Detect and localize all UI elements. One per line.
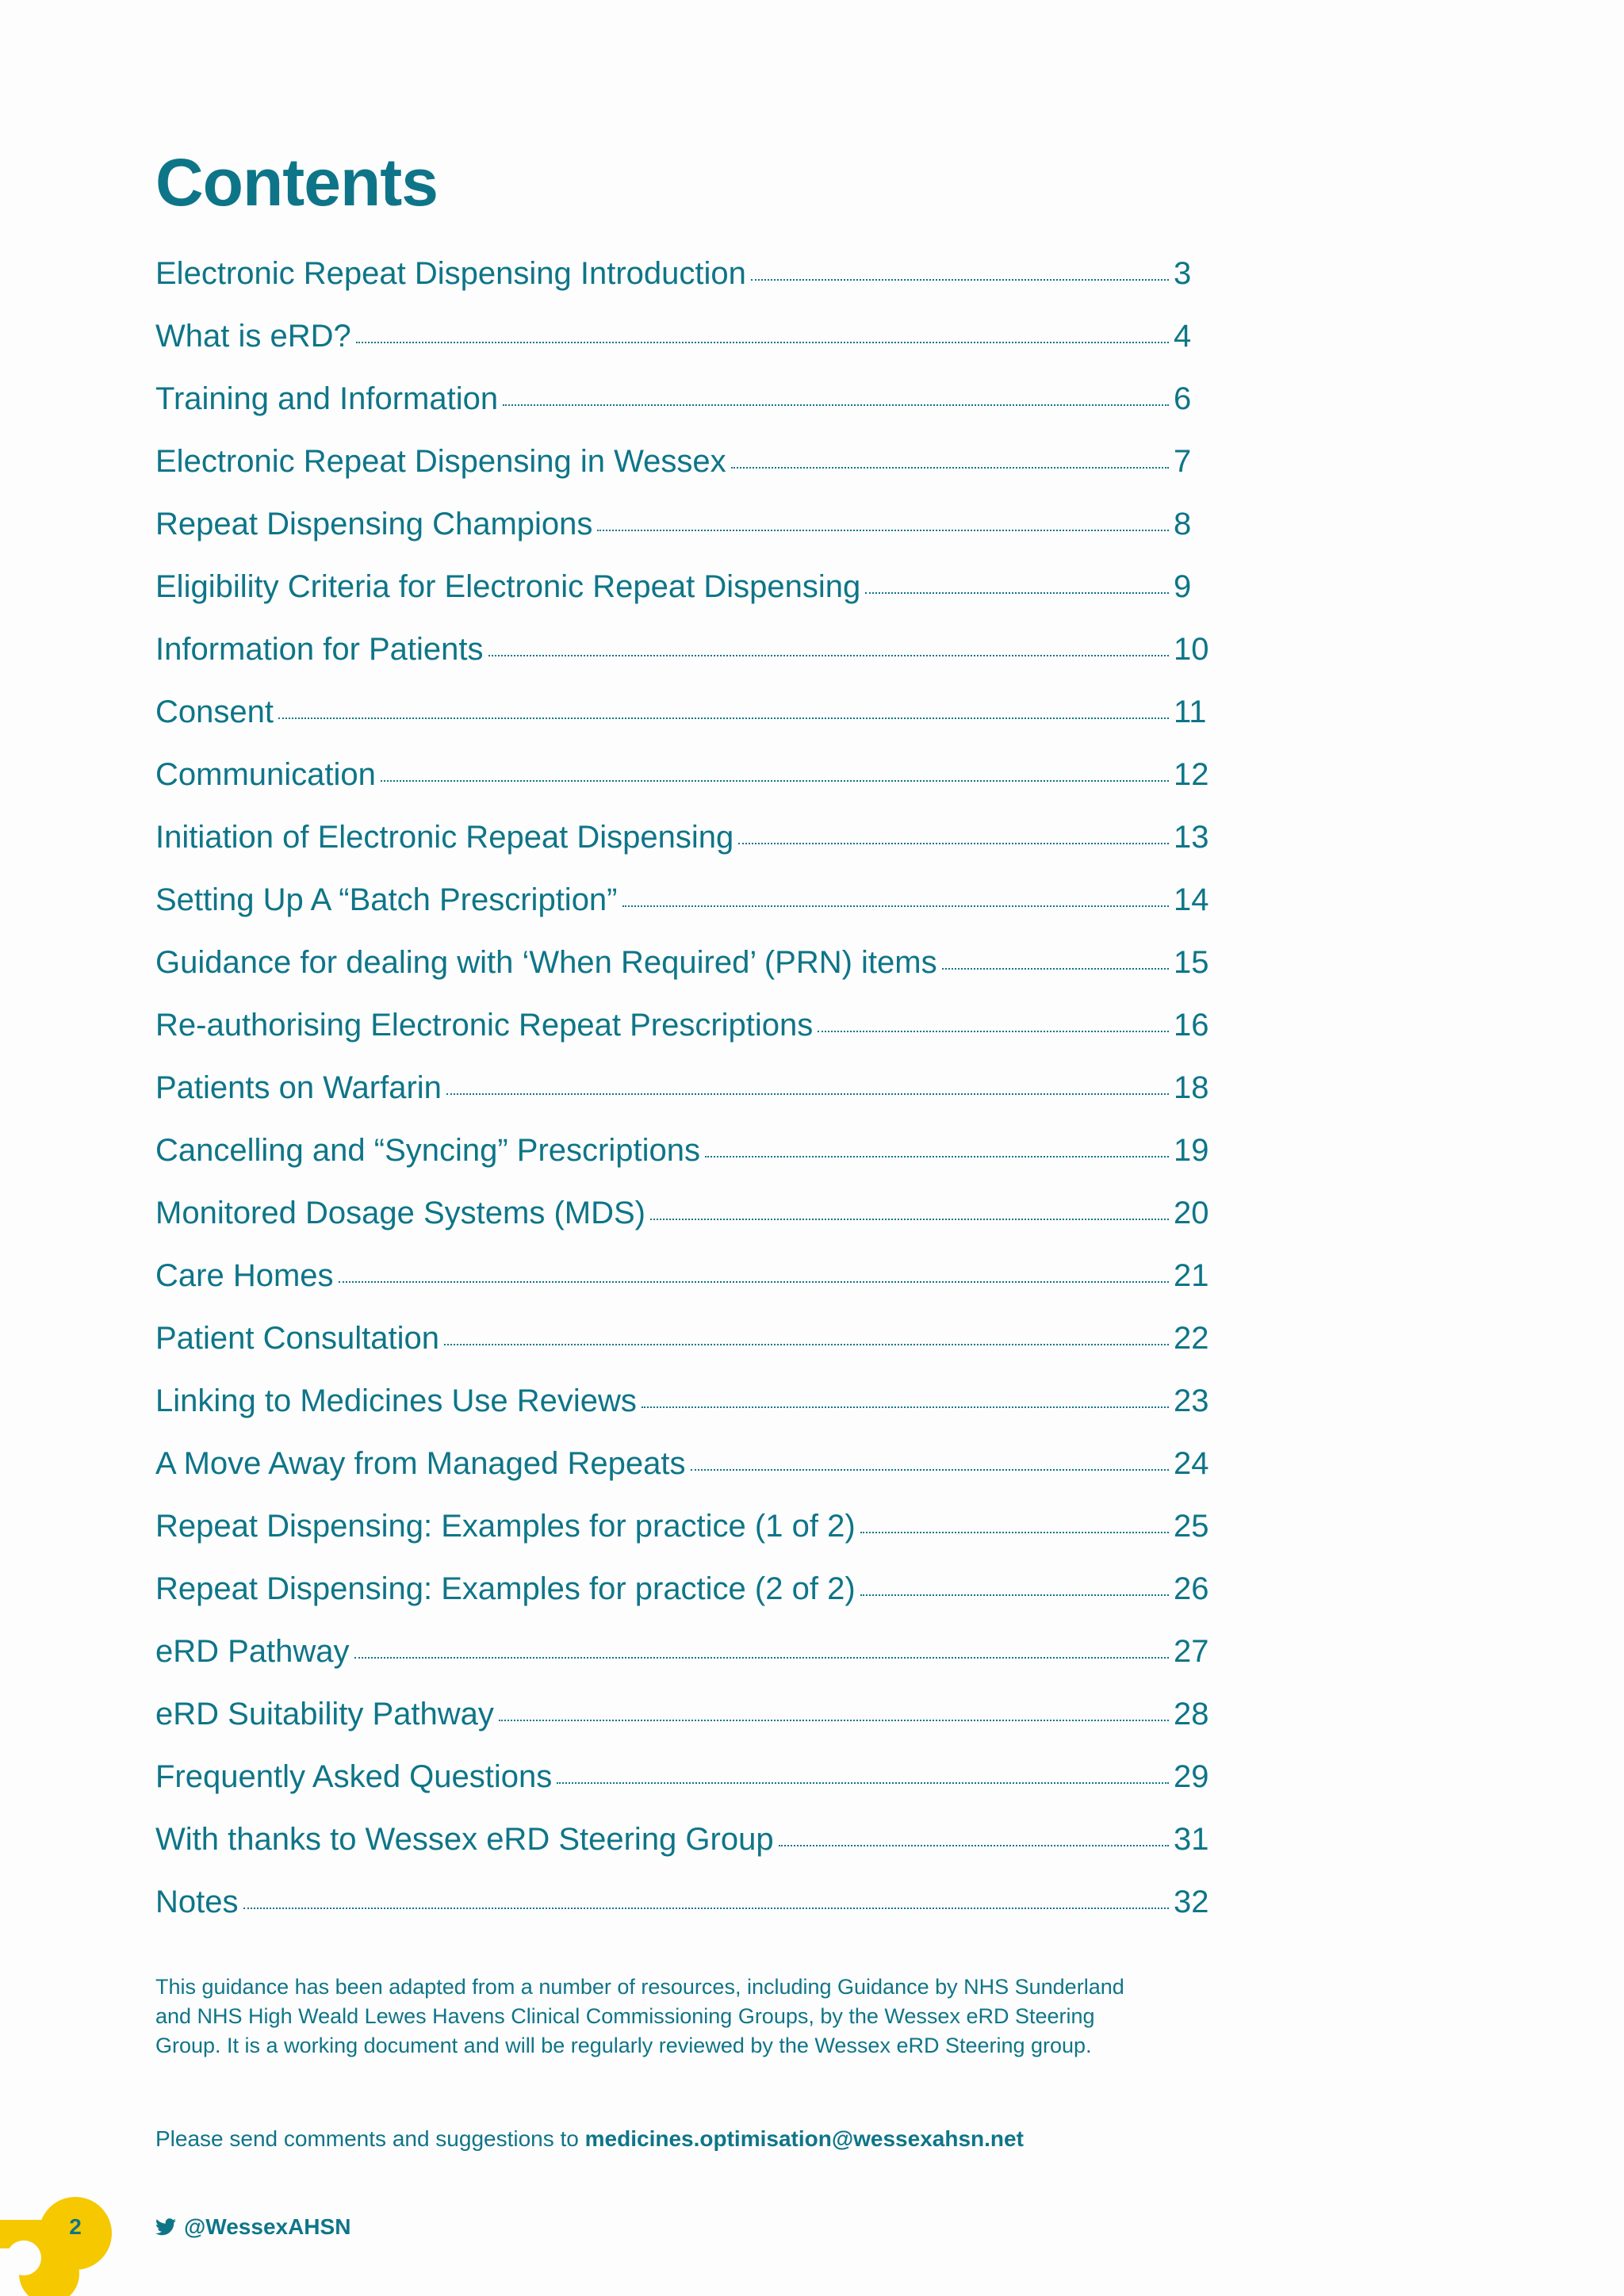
toc-dot-leader xyxy=(860,1594,1169,1596)
toc-entry-page-number: 21 xyxy=(1174,1258,1209,1293)
toc-entry[interactable] xyxy=(155,313,1218,376)
toc-entry[interactable] xyxy=(155,1628,1218,1691)
toc-dot-leader xyxy=(243,1908,1170,1909)
toc-entry[interactable] xyxy=(155,1127,1218,1190)
toc-entry[interactable] xyxy=(155,1503,1218,1566)
toc-dot-leader xyxy=(503,404,1169,406)
toc-entry[interactable] xyxy=(155,501,1218,564)
toc-dot-leader xyxy=(339,1281,1169,1283)
toc-entry[interactable] xyxy=(155,939,1218,1002)
toc-entry[interactable] xyxy=(155,1566,1218,1628)
contact-email-link[interactable]: medicines.optimisation@wessexahsn.net xyxy=(584,2126,1024,2151)
toc-entry[interactable] xyxy=(155,1190,1218,1253)
twitter-handle-link[interactable] xyxy=(155,2213,350,2241)
toc-entry-title: Repeat Dispensing Champions xyxy=(155,507,593,541)
toc-dot-leader xyxy=(642,1406,1169,1408)
toc-dot-leader xyxy=(444,1344,1169,1345)
contact-text: Please send comments and suggestions to xyxy=(155,2126,579,2151)
toc-entry[interactable] xyxy=(155,814,1218,877)
toc-entry[interactable] xyxy=(155,877,1218,939)
toc-entry[interactable] xyxy=(155,251,1218,313)
toc-dot-leader xyxy=(488,655,1169,656)
toc-dot-leader xyxy=(354,1657,1169,1659)
page-title: Contents xyxy=(155,145,438,220)
toc-entry-page-number: 28 xyxy=(1174,1697,1209,1732)
toc-entry-page-number: 31 xyxy=(1174,1822,1209,1857)
toc-entry-title: Repeat Dispensing: Examples for practice (2 of 2) xyxy=(155,1571,856,1606)
toc-entry-page-number: 24 xyxy=(1174,1446,1209,1481)
toc-entry[interactable] xyxy=(155,564,1218,626)
toc-entry-title: Cancelling and “Syncing” Prescriptions xyxy=(155,1133,700,1168)
toc-entry-page-number: 14 xyxy=(1174,882,1209,917)
toc-entry-title: Eligibility Criteria for Electronic Repeat Dispensing xyxy=(155,569,861,604)
toc-entry-title: Patient Consultation xyxy=(155,1321,440,1356)
toc-entry-title: Notes xyxy=(155,1885,239,1919)
toc-entry-page-number: 23 xyxy=(1174,1383,1209,1418)
toc-entry[interactable] xyxy=(155,1253,1218,1315)
toc-dot-leader xyxy=(557,1782,1169,1784)
toc-dot-leader xyxy=(499,1720,1169,1721)
toc-entry-page-number: 7 xyxy=(1174,444,1192,479)
toc-entry-title: eRD Pathway xyxy=(155,1634,350,1669)
toc-entry[interactable] xyxy=(155,1378,1218,1441)
toc-dot-leader xyxy=(597,530,1169,531)
toc-entry-page-number: 19 xyxy=(1174,1133,1209,1168)
toc-entry-page-number: 26 xyxy=(1174,1571,1209,1606)
toc-entry[interactable] xyxy=(155,1754,1218,1816)
toc-entry-title: Patients on Warfarin xyxy=(155,1070,442,1105)
toc-dot-leader xyxy=(751,279,1169,281)
toc-entry-page-number: 22 xyxy=(1174,1321,1209,1356)
toc-entry[interactable] xyxy=(155,626,1218,689)
toc-entry-page-number: 29 xyxy=(1174,1759,1209,1794)
toc-entry-page-number: 4 xyxy=(1174,319,1192,354)
toc-entry-title: eRD Suitability Pathway xyxy=(155,1697,494,1732)
toc-entry-page-number: 15 xyxy=(1174,945,1209,980)
toc-dot-leader xyxy=(381,780,1169,782)
toc-entry-title: Guidance for dealing with ‘When Required’ (PRN) items xyxy=(155,945,937,980)
toc-dot-leader xyxy=(650,1219,1169,1220)
toc-entry-page-number: 6 xyxy=(1174,381,1192,416)
toc-entry-title: Re-authorising Electronic Repeat Prescriptions xyxy=(155,1008,814,1043)
toc-entry-title: A Move Away from Managed Repeats xyxy=(155,1446,686,1481)
toc-entry-title: Monitored Dosage Systems (MDS) xyxy=(155,1196,645,1230)
toc-entry-page-number: 10 xyxy=(1174,632,1209,667)
table-of-contents xyxy=(155,251,1218,1942)
toc-entry-page-number: 16 xyxy=(1174,1008,1209,1043)
toc-entry-page-number: 32 xyxy=(1174,1885,1209,1919)
toc-entry[interactable] xyxy=(155,438,1218,501)
toc-entry-title: What is eRD? xyxy=(155,319,351,354)
toc-entry[interactable] xyxy=(155,1065,1218,1127)
toc-dot-leader xyxy=(622,905,1170,907)
toc-entry-title: Consent xyxy=(155,695,274,729)
toc-entry-page-number: 18 xyxy=(1174,1070,1209,1105)
toc-dot-leader xyxy=(356,342,1169,343)
toc-entry-page-number: 12 xyxy=(1174,757,1209,792)
toc-entry-title: Information for Patients xyxy=(155,632,484,667)
toc-entry-page-number: 13 xyxy=(1174,820,1209,855)
toc-entry-title: Initiation of Electronic Repeat Dispensing xyxy=(155,820,734,855)
toc-entry-title: Care Homes xyxy=(155,1258,334,1293)
page-number: 2 xyxy=(69,2214,82,2239)
toc-dot-leader xyxy=(278,718,1169,719)
toc-dot-leader xyxy=(818,1031,1169,1032)
toc-entry-page-number: 8 xyxy=(1174,507,1192,541)
toc-entry[interactable] xyxy=(155,1691,1218,1754)
toc-entry[interactable] xyxy=(155,752,1218,814)
toc-entry-page-number: 25 xyxy=(1174,1509,1209,1544)
toc-entry-title: Electronic Repeat Dispensing in Wessex xyxy=(155,444,726,479)
toc-entry[interactable] xyxy=(155,689,1218,752)
toc-entry-page-number: 20 xyxy=(1174,1196,1209,1230)
contact-line xyxy=(155,2124,1266,2154)
toc-entry-title: Training and Information xyxy=(155,381,499,416)
toc-entry-page-number: 3 xyxy=(1174,256,1192,291)
twitter-handle-text: @WessexAHSN xyxy=(184,2214,351,2239)
page-number-blob xyxy=(0,2188,119,2296)
toc-entry[interactable] xyxy=(155,1816,1218,1879)
toc-entry-title: Linking to Medicines Use Reviews xyxy=(155,1383,637,1418)
toc-entry-title: With thanks to Wessex eRD Steering Group xyxy=(155,1822,774,1857)
toc-entry-title: Setting Up A “Batch Prescription” xyxy=(155,882,618,917)
toc-dot-leader xyxy=(691,1469,1169,1471)
toc-dot-leader xyxy=(705,1156,1169,1158)
toc-entry[interactable] xyxy=(155,1002,1218,1065)
toc-dot-leader xyxy=(738,843,1169,844)
toc-entry-page-number: 11 xyxy=(1174,695,1207,729)
toc-dot-leader xyxy=(779,1845,1169,1846)
toc-entry[interactable] xyxy=(155,1441,1218,1503)
toc-entry[interactable] xyxy=(155,376,1218,438)
disclaimer-text: This guidance has been adapted from a number of resources, including Guidance by NHS Sunderland and NHS High Weald Lewes Havens Clinical Commissioning Groups, by the Wessex eRD Steering Group. It is a working document and will be regularly reviewed by the Wessex eRD Steering group. xyxy=(155,1975,1124,2057)
toc-entry-title: Repeat Dispensing: Examples for practice (1 of 2) xyxy=(155,1509,856,1544)
toc-entry-title: Frequently Asked Questions xyxy=(155,1759,553,1794)
toc-dot-leader xyxy=(446,1093,1169,1095)
toc-entry[interactable] xyxy=(155,1879,1218,1942)
toc-dot-leader xyxy=(860,1532,1169,1533)
toc-dot-leader xyxy=(731,467,1169,469)
toc-entry-page-number: 9 xyxy=(1174,569,1192,604)
toc-entry-page-number: 27 xyxy=(1174,1634,1209,1669)
toc-entry-title: Communication xyxy=(155,757,376,792)
toc-dot-leader xyxy=(942,968,1169,970)
toc-entry-title: Electronic Repeat Dispensing Introduction xyxy=(155,256,746,291)
toc-dot-leader xyxy=(865,592,1169,594)
toc-entry[interactable] xyxy=(155,1315,1218,1378)
twitter-icon xyxy=(155,2218,176,2236)
